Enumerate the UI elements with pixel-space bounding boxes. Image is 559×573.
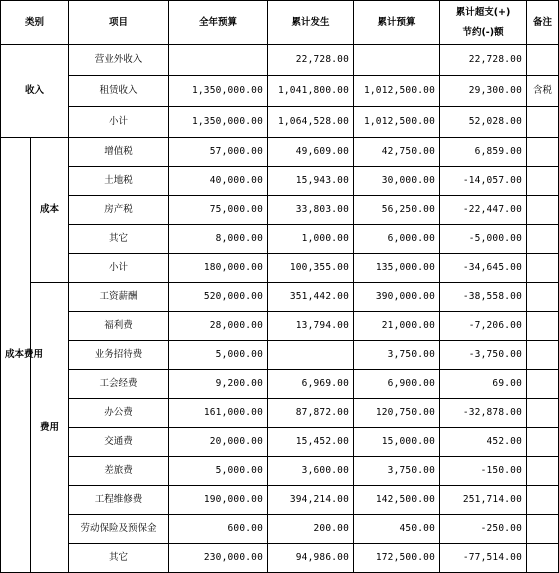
table-row [1,76,559,107]
variance-cell: -5,000.00 [440,225,527,254]
remark-cell [527,457,559,486]
cumulative-budget-cell: 15,000.00 [354,428,440,457]
cumulative-actual-cell: 1,041,800.00 [268,76,354,107]
variance-cell: 52,028.00 [440,107,527,138]
variance-cell: -34,645.00 [440,254,527,283]
annual-budget-cell: 190,000.00 [169,486,268,515]
cumulative-actual-cell [268,341,354,370]
remark-cell [527,225,559,254]
variance-cell: -150.00 [440,457,527,486]
annual-budget-cell: 161,000.00 [169,399,268,428]
variance-cell: 69.00 [440,370,527,399]
cumulative-actual-cell: 100,355.00 [268,254,354,283]
remark-cell [527,544,559,573]
remark-cell [527,283,559,312]
header-item: 项目 [69,1,169,45]
annual-budget-cell: 600.00 [169,515,268,544]
header-cumulative-budget: 累计预算 [354,1,440,45]
table-row [1,196,559,225]
cumulative-budget-cell: 450.00 [354,515,440,544]
table-row [1,312,559,341]
remark-cell [527,254,559,283]
item-cell: 增值税 [69,138,169,167]
item-cell: 工资薪酬 [69,283,169,312]
table-row [1,45,559,76]
item-cell: 小计 [69,107,169,138]
header-annual-budget: 全年预算 [169,1,268,45]
cumulative-budget-cell: 21,000.00 [354,312,440,341]
table-row [1,138,559,167]
cumulative-actual-cell: 3,600.00 [268,457,354,486]
cumulative-budget-cell: 135,000.00 [354,254,440,283]
cumulative-budget-cell: 30,000.00 [354,167,440,196]
item-cell: 房产税 [69,196,169,225]
annual-budget-cell: 5,000.00 [169,341,268,370]
annual-budget-cell [169,45,268,76]
cumulative-budget-cell [354,45,440,76]
table-row [1,283,559,312]
cumulative-budget-cell: 6,900.00 [354,370,440,399]
remark-cell [527,399,559,428]
header-variance-line1: 累计超支(+) [455,7,511,19]
item-cell: 劳动保险及预保金 [69,515,169,544]
table-row [1,486,559,515]
item-cell: 福利费 [69,312,169,341]
variance-cell: 6,859.00 [440,138,527,167]
annual-budget-cell: 180,000.00 [169,254,268,283]
header-row [1,1,559,45]
subcategory-expense: 费用 [31,283,69,573]
cumulative-actual-cell: 49,609.00 [268,138,354,167]
header-remarks: 备注 [527,1,559,45]
variance-cell: 452.00 [440,428,527,457]
annual-budget-cell: 230,000.00 [169,544,268,573]
header-cumulative-actual: 累计发生 [268,1,354,45]
variance-cell: -14,057.00 [440,167,527,196]
variance-cell: -3,750.00 [440,341,527,370]
variance-cell: -77,514.00 [440,544,527,573]
item-cell: 小计 [69,254,169,283]
item-cell: 工会经费 [69,370,169,399]
cumulative-actual-cell: 87,872.00 [268,399,354,428]
annual-budget-cell: 5,000.00 [169,457,268,486]
table-row [1,457,559,486]
item-cell: 业务招待费 [69,341,169,370]
table-row [1,254,559,283]
annual-budget-cell: 57,000.00 [169,138,268,167]
remark-cell [527,486,559,515]
variance-cell: -7,206.00 [440,312,527,341]
cumulative-budget-cell: 6,000.00 [354,225,440,254]
table-row [1,428,559,457]
cumulative-budget-cell: 42,750.00 [354,138,440,167]
variance-cell: -22,447.00 [440,196,527,225]
variance-cell: 22,728.00 [440,45,527,76]
annual-budget-cell: 75,000.00 [169,196,268,225]
remark-cell [527,341,559,370]
remark-cell [527,196,559,225]
table-row [1,341,559,370]
cumulative-actual-cell: 1,064,528.00 [268,107,354,138]
cumulative-actual-cell: 1,000.00 [268,225,354,254]
cumulative-actual-cell: 13,794.00 [268,312,354,341]
annual-budget-cell: 40,000.00 [169,167,268,196]
item-cell: 交通费 [69,428,169,457]
item-cell: 工程维修费 [69,486,169,515]
item-cell: 办公费 [69,399,169,428]
cumulative-actual-cell: 394,214.00 [268,486,354,515]
item-cell: 其它 [69,544,169,573]
remark-cell [527,428,559,457]
cumulative-budget-cell: 3,750.00 [354,457,440,486]
cumulative-actual-cell: 15,452.00 [268,428,354,457]
remark-cell [527,138,559,167]
cumulative-actual-cell: 22,728.00 [268,45,354,76]
category-cost-expense: 成本费用 [1,138,31,573]
item-cell: 土地税 [69,167,169,196]
annual-budget-cell: 28,000.00 [169,312,268,341]
remark-cell [527,45,559,76]
cumulative-budget-cell: 1,012,500.00 [354,107,440,138]
subcategory-cost: 成本 [31,138,69,283]
cumulative-budget-cell: 56,250.00 [354,196,440,225]
cumulative-budget-cell: 172,500.00 [354,544,440,573]
table-row [1,107,559,138]
table-row [1,167,559,196]
item-cell: 租赁收入 [69,76,169,107]
header-category: 类别 [1,1,69,45]
table-row [1,370,559,399]
cumulative-actual-cell: 94,986.00 [268,544,354,573]
cumulative-actual-cell: 33,803.00 [268,196,354,225]
annual-budget-cell: 9,200.00 [169,370,268,399]
table-row [1,399,559,428]
annual-budget-cell: 520,000.00 [169,283,268,312]
cumulative-budget-cell: 120,750.00 [354,399,440,428]
header-variance-line2: 节约(-)额 [462,26,504,38]
variance-cell: -32,878.00 [440,399,527,428]
remark-cell [527,312,559,341]
item-cell: 差旅费 [69,457,169,486]
cumulative-actual-cell: 15,943.00 [268,167,354,196]
cumulative-budget-cell: 390,000.00 [354,283,440,312]
cumulative-actual-cell: 351,442.00 [268,283,354,312]
cumulative-budget-cell: 3,750.00 [354,341,440,370]
remark-cell: 含税 [527,76,559,107]
table-row [1,225,559,254]
cumulative-actual-cell: 6,969.00 [268,370,354,399]
variance-cell: 29,300.00 [440,76,527,107]
cumulative-actual-cell: 200.00 [268,515,354,544]
cumulative-budget-cell: 142,500.00 [354,486,440,515]
item-cell: 其它 [69,225,169,254]
remark-cell [527,107,559,138]
annual-budget-cell: 8,000.00 [169,225,268,254]
variance-cell: -38,558.00 [440,283,527,312]
item-cell: 营业外收入 [69,45,169,76]
remark-cell [527,167,559,196]
category-income: 收入 [1,45,69,138]
table-row [1,544,559,573]
annual-budget-cell: 1,350,000.00 [169,76,268,107]
remark-cell [527,370,559,399]
variance-cell: 251,714.00 [440,486,527,515]
annual-budget-cell: 20,000.00 [169,428,268,457]
variance-cell: -250.00 [440,515,527,544]
cumulative-budget-cell: 1,012,500.00 [354,76,440,107]
header-variance [440,1,527,45]
annual-budget-cell: 1,350,000.00 [169,107,268,138]
remark-cell [527,515,559,544]
table-row [1,515,559,544]
